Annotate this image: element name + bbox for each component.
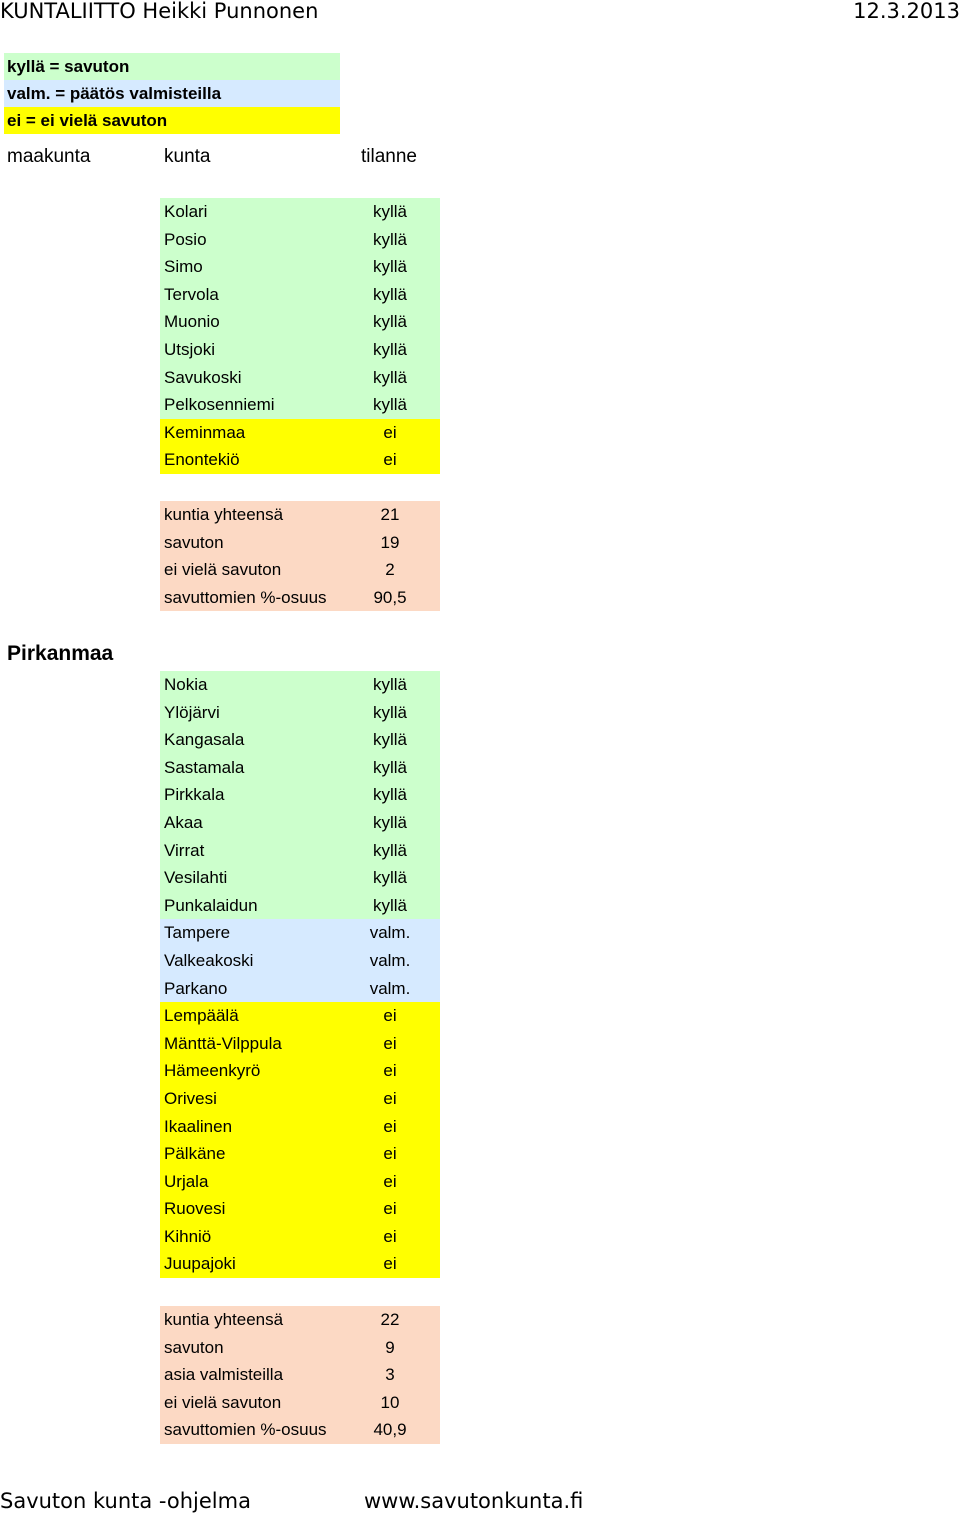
table-row [160,726,440,754]
table-row [160,336,440,364]
municipality-name: Juupajoki [164,1254,236,1274]
status-value: ei [383,1033,397,1053]
summary-label: kuntia yhteensä [164,1310,284,1329]
table-row [160,892,440,920]
status-value: valm. [369,950,411,970]
footer-url: www.savutonkunta.fi [364,1489,584,1513]
summary-row [160,556,440,584]
status-value: kyllä [372,730,407,750]
status-value: kyllä [372,868,407,888]
municipality-name: Kolari [164,202,208,221]
table-row [160,1030,440,1058]
status-value: kyllä [372,284,407,304]
summary-row [160,1361,440,1389]
status-value: ei [383,1226,397,1246]
status-value: ei [383,1061,397,1081]
summary-value: 21 [380,505,400,524]
status-value: ei [383,422,397,442]
region-heading: Pirkanmaa [7,642,114,665]
table-row [160,1168,440,1196]
status-value: ei [383,1116,397,1136]
table-row [160,253,440,281]
summary-label: kuntia yhteensä [164,505,284,524]
status-value: valm. [369,923,411,943]
legend-ei-savuton: ei = ei vielä savuton [4,107,340,134]
municipality-name: Simo [164,257,203,277]
summary-label: ei vielä savuton [164,560,282,580]
municipality-name: Kangasala [164,730,245,750]
column-header-maakunta: maakunta [7,146,91,167]
table-row [160,1085,440,1113]
municipality-name: Kihniö [164,1226,212,1246]
status-value: ei [383,1254,397,1274]
summary-row [160,529,440,557]
status-value: kyllä [372,395,407,415]
municipality-name: Tampere [164,923,231,943]
summary-value: 9 [385,1337,395,1357]
summary-label: savuttomien %-osuus [164,1420,327,1440]
status-value: ei [383,1144,397,1164]
summary-value: 10 [380,1392,400,1412]
status-value: kyllä [372,812,407,832]
summary-value: 40,9 [373,1420,407,1440]
table-row [160,671,440,699]
municipality-name: Pirkkala [164,785,225,805]
status-value: kyllä [372,257,407,277]
table-row [160,781,440,809]
table-row [160,1250,440,1278]
table-row [160,1057,440,1085]
municipality-name: Urjala [164,1171,209,1191]
column-header-tilanne: tilanne [361,146,417,167]
summary-value: 22 [380,1310,400,1329]
status-value: kyllä [372,229,407,249]
summary-label: savuton [164,532,224,552]
table-row [160,1223,440,1251]
status-value: valm. [369,978,411,998]
municipality-name: Savukoski [164,367,242,387]
municipality-name: Keminmaa [164,422,246,442]
table-row [160,308,440,336]
summary-value: 90,5 [373,587,407,607]
section1-table [160,198,440,474]
table-row [160,391,440,419]
summary-label: ei vielä savuton [164,1392,282,1412]
summary-label: asia valmisteilla [164,1365,284,1385]
municipality-name: Muonio [164,312,220,332]
status-value: ei [383,450,397,470]
municipality-name: Parkano [164,978,228,998]
municipality-name: Vesilahti [164,868,228,888]
municipality-name: Nokia [164,675,208,694]
table-row [160,947,440,975]
municipality-name: Pelkosenniemi [164,395,275,415]
table-row [160,809,440,837]
table-row [160,754,440,782]
municipality-name: Valkeakoski [164,950,254,970]
summary-label: savuton [164,1337,224,1357]
table-row [160,1002,440,1030]
municipality-name: Ylöjärvi [164,702,220,722]
legend-savuton: kyllä = savuton [4,53,340,80]
status-value: kyllä [372,757,407,777]
status-value: kyllä [372,367,407,387]
table-row [160,419,440,447]
footer-program: Savuton kunta -ohjelma [0,1489,251,1513]
summary-row [160,584,440,612]
status-value: ei [383,1006,397,1026]
column-header-kunta: kunta [164,146,211,167]
header-title: KUNTALIITTO Heikki Punnonen [0,0,319,23]
status-value: kyllä [372,339,407,359]
status-value: kyllä [372,202,407,221]
municipality-name: Ikaalinen [164,1116,233,1136]
status-value: ei [383,1088,397,1108]
section2-table [160,671,440,1278]
municipality-name: Akaa [164,812,203,832]
table-row [160,1140,440,1168]
table-row [160,1113,440,1141]
table-row [160,446,440,474]
municipality-name: Lempäälä [164,1006,239,1026]
municipality-name: Orivesi [164,1088,217,1108]
summary-label: savuttomien %-osuus [164,587,327,607]
status-value: kyllä [372,895,407,915]
summary-row [160,1334,440,1362]
section2-summary [160,1306,440,1444]
summary-value: 2 [385,560,395,580]
table-row [160,226,440,254]
status-value: kyllä [372,785,407,805]
status-value: ei [383,1171,397,1191]
municipality-name: Posio [164,229,207,249]
table-row [160,837,440,865]
status-value: kyllä [372,312,407,332]
table-row [160,864,440,892]
municipality-name: Mänttä-Vilppula [164,1033,282,1053]
status-value: ei [383,1199,397,1219]
municipality-name: Sastamala [164,757,245,777]
header-date: 12.3.2013 [853,0,960,23]
status-value: kyllä [372,702,407,722]
municipality-name: Ruovesi [164,1199,226,1219]
summary-row [160,501,440,529]
table-row [160,364,440,392]
summary-row [160,1306,440,1334]
municipality-name: Hämeenkyrö [164,1061,261,1081]
table-row [160,975,440,1003]
summary-value: 3 [385,1365,395,1385]
table-row [160,281,440,309]
table-row [160,699,440,727]
table-row [160,198,440,226]
municipality-name: Pälkäne [164,1144,226,1164]
municipality-name: Tervola [164,284,219,304]
municipality-name: Virrat [164,840,205,860]
table-row [160,919,440,947]
legend-valmisteilla: valm. = päätös valmisteilla [4,80,340,107]
status-value: kyllä [372,840,407,860]
municipality-name: Utsjoki [164,339,216,359]
summary-row [160,1389,440,1417]
municipality-name: Punkalaidun [164,895,258,915]
municipality-name: Enontekiö [164,450,240,470]
summary-row [160,1416,440,1444]
section1-summary [160,501,440,611]
summary-value: 19 [380,532,400,552]
status-value: kyllä [372,675,407,694]
table-row [160,1195,440,1223]
